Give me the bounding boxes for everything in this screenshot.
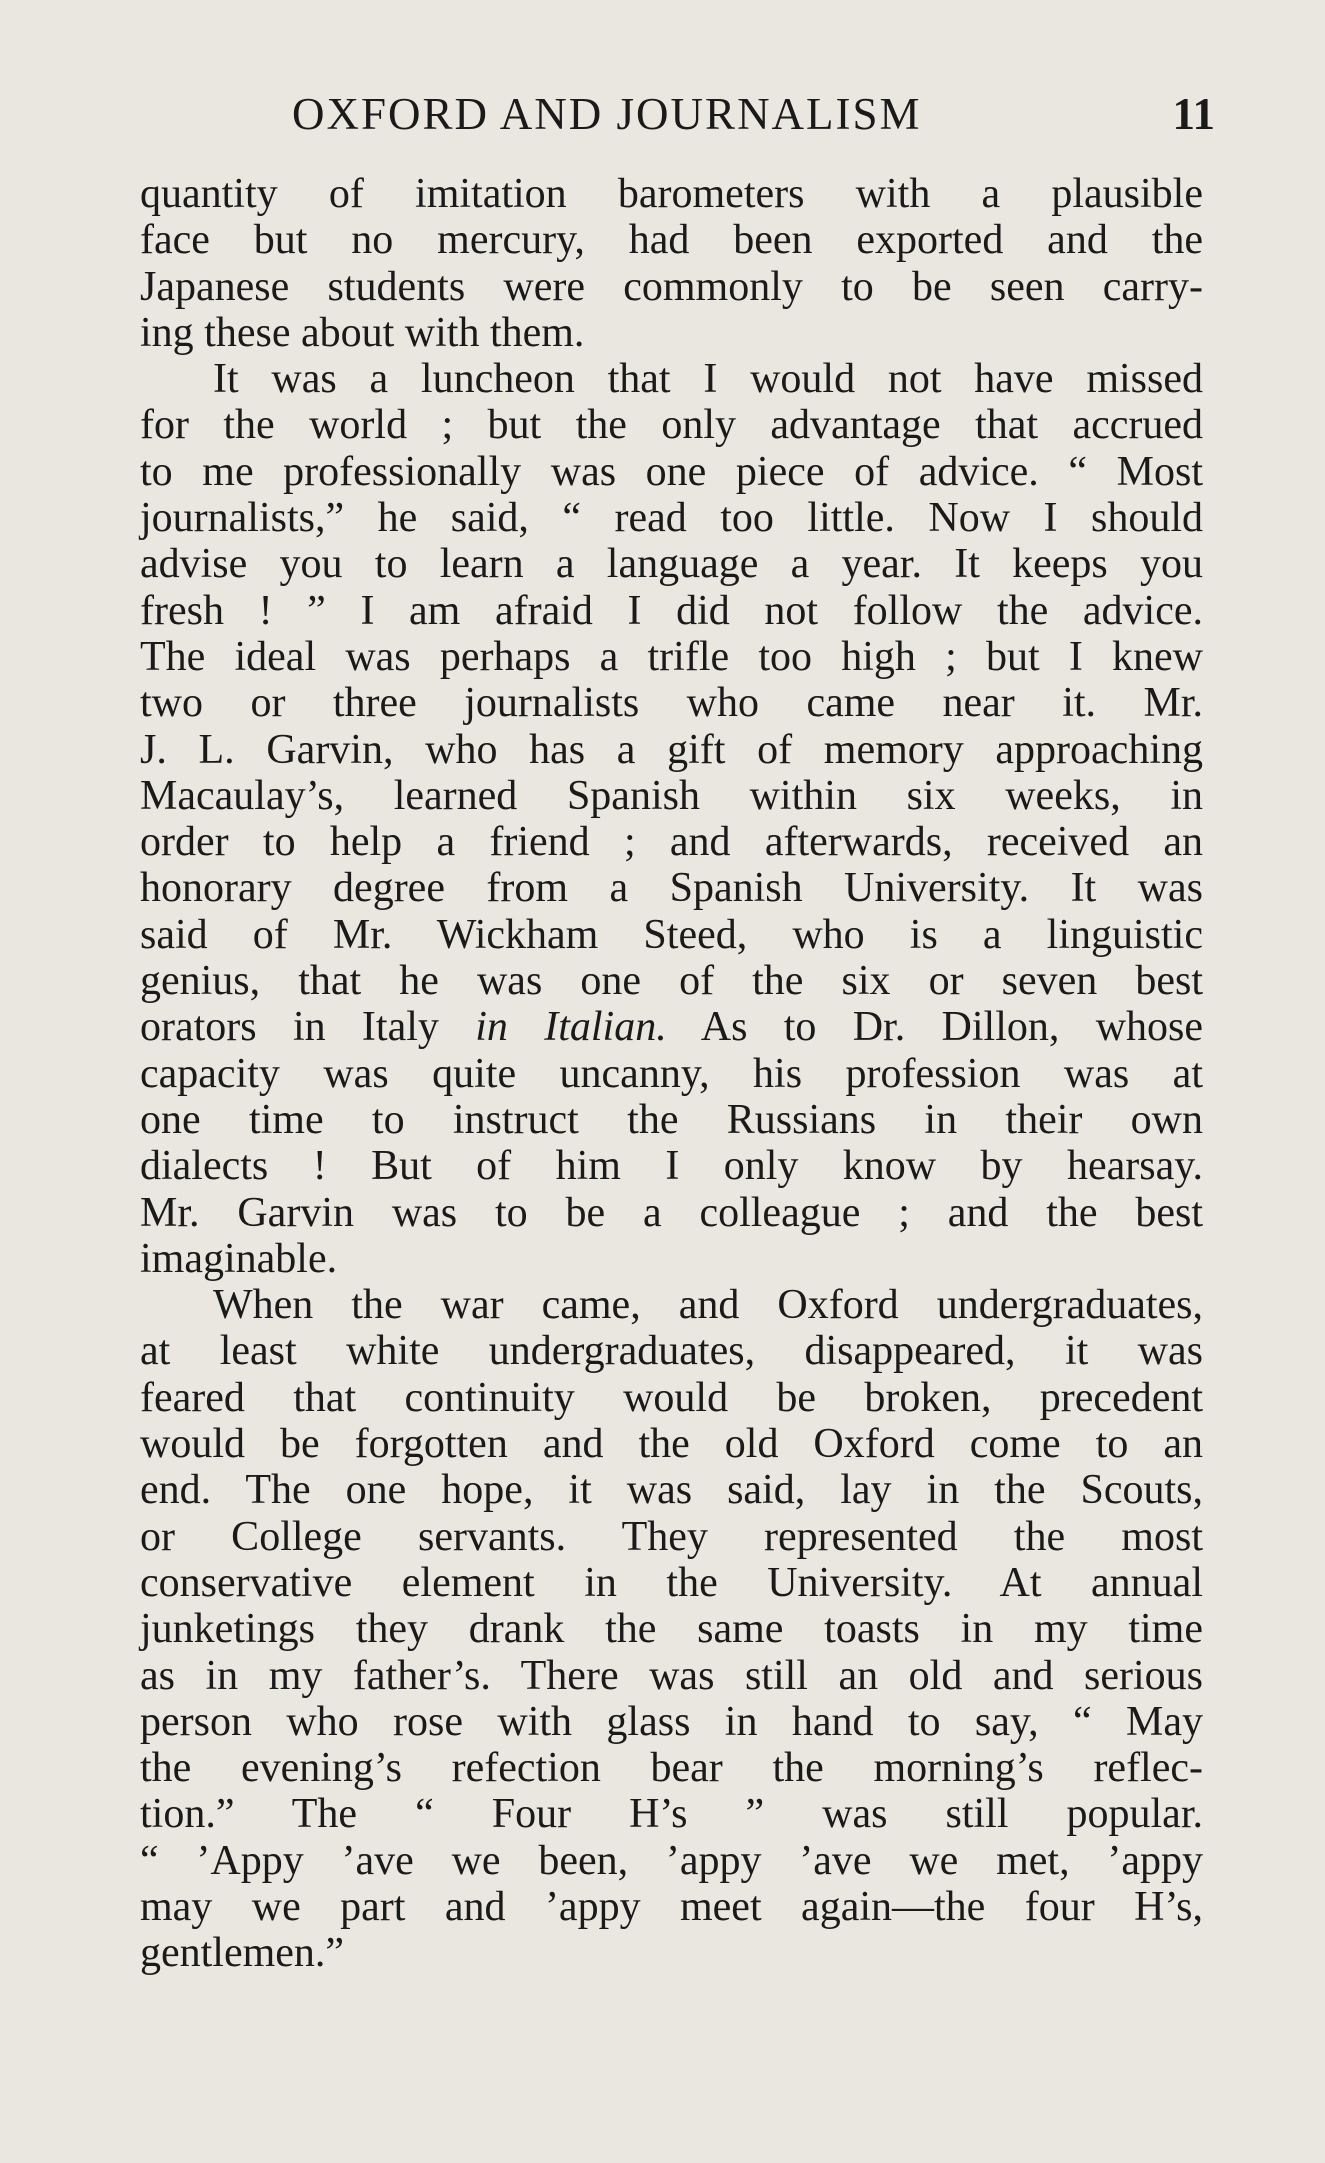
text-line: genius, that he was one of the six or seven best (140, 958, 1203, 1005)
text-line: quantity of imitation barometers with a plausible (140, 171, 1203, 217)
text-line: “ ’Appy ’ave we been, ’appy ’ave we met, ’appy (140, 1837, 1203, 1884)
text-line: Macaulay’s, learned Spanish within six weeks, in (140, 772, 1203, 819)
text-line: to me professionally was one piece of advice. “ Most (140, 448, 1203, 495)
text-line-with-italic (140, 1004, 1203, 1050)
text-line: ing these about with them. (140, 309, 585, 356)
text-line: dialects ! But of him I only know by hearsay. (140, 1143, 1203, 1190)
text-line: gentlemen.” (140, 1930, 345, 1977)
text-line: fresh ! ” I am afraid I did not follow the advice. (140, 587, 1203, 634)
text-line: or College servants. They represented the most (140, 1513, 1203, 1560)
text-fragment: As to Dr. Dillon, whose (700, 1004, 1204, 1051)
text-line: person who rose with glass in hand to say, “ May (140, 1698, 1203, 1745)
text-fragment: orators in Italy (140, 1004, 439, 1051)
running-head (140, 86, 1215, 142)
text-line: end. The one hope, it was said, lay in the Scouts, (140, 1467, 1203, 1514)
text-line: said of Mr. Wickham Steed, who is a linguistic (140, 911, 1203, 958)
text-line: feared that continuity would be broken, precedent (140, 1374, 1203, 1421)
text-line: J. L. Garvin, who has a gift of memory approaching (140, 726, 1203, 773)
paragraph-start-line: It was a luncheon that I would not have missed (213, 356, 1203, 403)
text-line: Japanese students were commonly to be seen carry- (140, 263, 1203, 310)
text-line: for the world ; but the only advantage that accrued (140, 402, 1203, 449)
text-line: at least white undergraduates, disappeared, it was (140, 1328, 1203, 1375)
italic-phrase: in Italian. (475, 1004, 667, 1051)
text-line: two or three journalists who came near it. Mr. (140, 680, 1203, 727)
running-title: OXFORD AND JOURNALISM (292, 89, 922, 139)
text-line: face but no mercury, had been exported and the (140, 217, 1203, 264)
text-line: the evening’s refection bear the morning’s reflec- (140, 1745, 1203, 1792)
text-line: honorary degree from a Spanish University. It was (140, 865, 1203, 912)
page-number: 11 (1172, 89, 1215, 139)
text-line: junketings they drank the same toasts in my time (140, 1606, 1203, 1653)
text-line: imaginable. (140, 1235, 338, 1282)
text-line: order to help a friend ; and afterwards, received an (140, 819, 1203, 866)
text-line: journalists,” he said, “ read too little. Now I should (140, 495, 1203, 542)
text-line: one time to instruct the Russians in their own (140, 1096, 1203, 1143)
text-line: advise you to learn a language a year. It keeps you (140, 541, 1203, 588)
text-line: Mr. Garvin was to be a colleague ; and the best (140, 1189, 1203, 1236)
text-line: conservative element in the University. At annual (140, 1559, 1203, 1606)
text-line: as in my father’s. There was still an old and serious (140, 1652, 1203, 1699)
text-line: The ideal was perhaps a trifle too high ; but I knew (140, 633, 1203, 680)
text-line: may we part and ’appy meet again—the four H’s, (140, 1883, 1203, 1930)
text-line: would be forgotten and the old Oxford come to an (140, 1421, 1203, 1468)
text-line: capacity was quite uncanny, his profession was at (140, 1050, 1203, 1097)
body-text (140, 171, 1203, 1977)
text-line: tion.” The “ Four H’s ” was still popular. (140, 1791, 1203, 1838)
paragraph-start-line: When the war came, and Oxford undergraduates, (213, 1282, 1203, 1329)
